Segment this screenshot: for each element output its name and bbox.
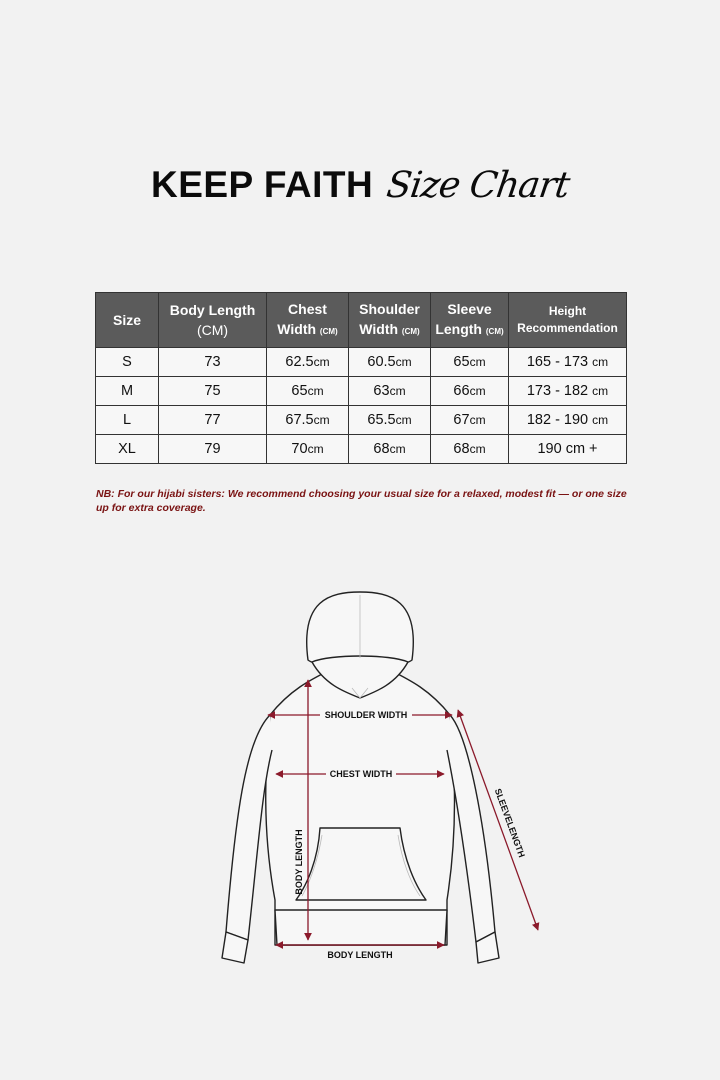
table-header-row [96,293,627,348]
header-sleeve-length: Sleeve Length (CM) [431,293,509,348]
cell-shoulder: 60.5cm [349,348,431,377]
cell-size: S [96,348,159,377]
hoodie-measurement-diagram [0,560,720,1000]
size-table [95,292,627,464]
brand-name: KEEP FAITH [150,164,374,205]
header-size: Size [96,293,159,348]
size-chart-script-title: Size Chart [384,164,572,206]
sleeve-length-label: SLEEVELENGTH [492,787,527,859]
cell-body-length: 79 [159,435,267,464]
hijabi-fit-note: NB: For our hijabi sisters: We recommend choosing your usual size for a relaxed, modest fit — or one size up for extra coverage. [96,488,627,514]
cell-shoulder: 68cm [349,435,431,464]
cell-sleeve: 65cm [431,348,509,377]
cell-body-length: 77 [159,406,267,435]
cell-shoulder: 65.5cm [349,406,431,435]
cell-size: L [96,406,159,435]
cell-shoulder: 63cm [349,377,431,406]
body-length-vertical-label: BODY LENGTH [294,829,304,895]
header-height-recommendation: Height Recommendation [509,293,627,348]
chest-width-label: CHEST WIDTH [329,769,393,779]
cell-body-length: 75 [159,377,267,406]
cell-body-length: 73 [159,348,267,377]
shoulder-width-label: SHOULDER WIDTH [324,710,408,720]
cell-height: 173 - 182 cm [509,377,627,406]
table-row [96,406,627,435]
table-row [96,377,627,406]
cell-chest: 65cm [267,377,349,406]
page-title [0,150,720,220]
header-body-length: Body Length (CM) [159,293,267,348]
cell-chest: 62.5cm [267,348,349,377]
header-shoulder-width: Shoulder Width (CM) [349,293,431,348]
cell-chest: 70cm [267,435,349,464]
cell-sleeve: 67cm [431,406,509,435]
header-chest-width: Chest Width (CM) [267,293,349,348]
cell-height: 165 - 173 cm [509,348,627,377]
body-length-bottom-label: BODY LENGTH [327,950,393,960]
cell-height: 182 - 190 cm [509,406,627,435]
cell-sleeve: 68cm [431,435,509,464]
cell-size: XL [96,435,159,464]
cell-height: 190 cm + [509,435,627,464]
cell-chest: 67.5cm [267,406,349,435]
table-row [96,348,627,377]
cell-size: M [96,377,159,406]
cell-sleeve: 66cm [431,377,509,406]
table-row [96,435,627,464]
